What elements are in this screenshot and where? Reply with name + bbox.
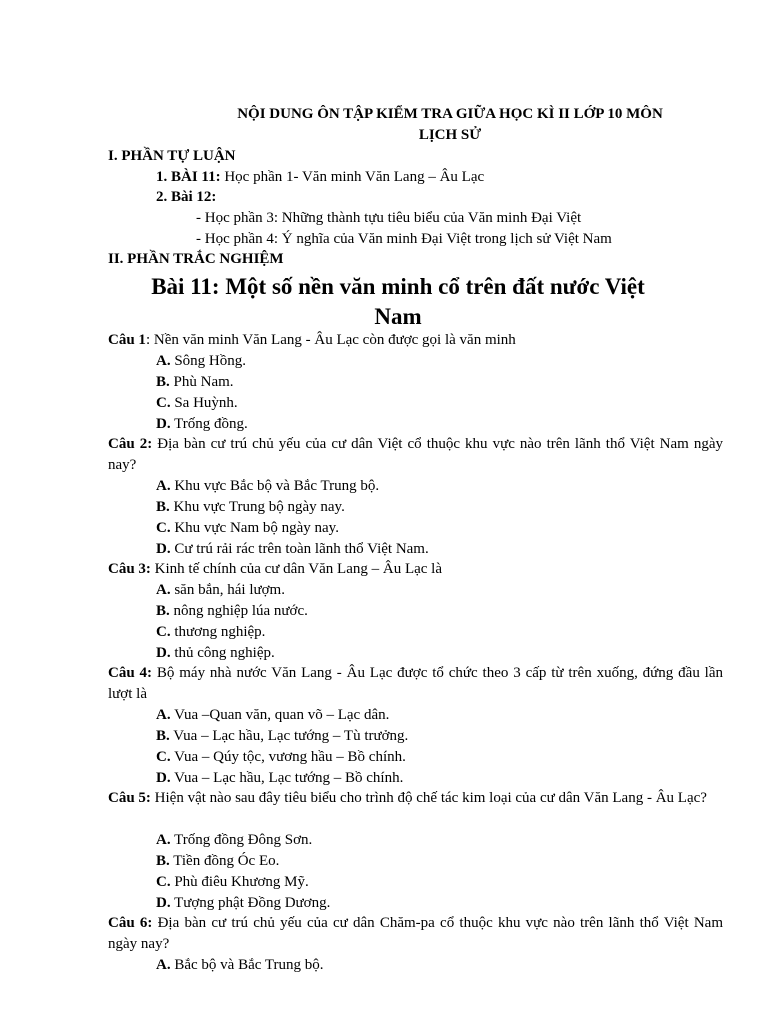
option-letter: B. [156,499,170,515]
option-letter: A. [156,582,171,598]
option-letter: A. [156,832,171,848]
question-label: Câu 2: [108,436,153,452]
part2-heading: II. PHẦN TRẮC NGHIỆM [108,251,284,267]
question-2-option-d [156,539,429,559]
option-text: Khu vực Bắc bộ và Bắc Trung bộ. [170,478,380,494]
question-4 [108,663,723,705]
option-letter: C. [156,874,171,890]
option-text: nông nghiệp lúa nước. [169,603,308,619]
question-2-option-a [156,476,379,496]
question-1-option-a [156,351,246,371]
option-text: thương nghiệp. [170,624,266,640]
option-letter: C. [156,624,171,640]
option-text: Vua – Lạc hầu, Lạc tướng – Tù trưởng. [169,728,409,744]
question-1-option-b [156,372,234,392]
option-text: Cư trú rải rác trên toàn lãnh thổ Việt Nam. [170,541,429,557]
option-letter: A. [156,707,171,723]
question-label: Câu 5: [108,790,151,806]
question-6 [108,913,723,955]
question-3-option-d [156,643,275,663]
question-text: Địa bàn cư trú chủ yếu của cư dân Việt cổ thuộc khu vực nào trên lãnh thổ Việt Nam ngày nay? [108,436,723,473]
option-letter: D. [156,895,171,911]
question-3-option-b [156,601,308,621]
question-2-option-b [156,497,345,517]
option-text: Trống đồng. [170,416,248,432]
question-label: Câu 4: [108,665,153,681]
option-text: Sa Huỳnh. [170,395,238,411]
option-letter: A. [156,353,171,369]
option-letter: D. [156,770,171,786]
item-1-label: 1. BÀI 11: [156,169,221,185]
option-letter: D. [156,645,171,661]
item-1-text: Học phần 1- Văn minh Văn Lang – Âu Lạc [220,169,485,185]
question-4-option-d [156,768,403,788]
option-letter: B. [156,728,170,744]
question-5-option-d [156,893,330,913]
question-text: : Nền văn minh Văn Lang - Âu Lạc còn được gọi là văn minh [145,332,516,348]
option-text: Vua –Quan văn, quan võ – Lạc dân. [170,707,390,723]
question-text: Kinh tế chính của cư dân Văn Lang – Âu Lạc là [150,561,443,577]
option-letter: C. [156,395,171,411]
lesson-heading-line-2: Nam [374,304,422,329]
option-text: Phù điêu Khương Mỹ. [170,874,309,890]
question-1-option-d [156,414,248,434]
question-text: Bộ máy nhà nước Văn Lang - Âu Lạc được tổ chức theo 3 cấp từ trên xuống, đứng đầu lần lượt là [108,665,723,702]
question-5 [108,788,723,809]
part1-item-1 [156,167,484,187]
option-letter: C. [156,520,171,536]
option-text: Vua – Lạc hầu, Lạc tướng – Bồ chính. [170,770,404,786]
option-text: Tiền đồng Óc Eo. [169,853,280,869]
question-3-option-c [156,622,265,642]
option-text: Khu vực Nam bộ ngày nay. [170,520,339,536]
question-5-option-b [156,851,279,871]
part1-sub-2: - Học phần 4: Ý nghĩa của Văn minh Đại Việt trong lịch sử Việt Nam [196,231,612,247]
option-text: Trống đồng Đông Sơn. [170,832,313,848]
question-4-option-b [156,726,408,746]
part1-sub-1: - Học phần 3: Những thành tựu tiêu biểu của Văn minh Đại Việt [196,210,582,226]
question-3 [108,559,723,580]
question-4-option-c [156,747,406,767]
option-text: Vua – Qúy tộc, vương hầu – Bồ chính. [170,749,406,765]
option-text: Tượng phật Đồng Dương. [170,895,331,911]
option-letter: B. [156,374,170,390]
option-text: Phù Nam. [169,374,234,390]
question-4-option-a [156,705,389,725]
question-6-option-a [156,955,324,975]
option-text: săn bắn, hái lượm. [170,582,285,598]
question-text: Hiện vật nào sau đây tiêu biểu cho trình độ chế tác kim loại của cư dân Văn Lang - Âu Lạc? [150,790,707,806]
option-text: thủ công nghiệp. [170,645,275,661]
question-2-option-c [156,518,339,538]
title-line-1: NỘI DUNG ÔN TẬP KIỂM TRA GIỮA HỌC KÌ II LỚP 10 MÔN [237,106,663,122]
option-letter: A. [156,957,171,973]
question-label: Câu 1 [108,332,146,348]
option-text: Khu vực Trung bộ ngày nay. [169,499,345,515]
option-text: Bắc bộ và Bắc Trung bộ. [170,957,324,973]
part1-heading: I. PHẦN TỰ LUẬN [108,148,236,164]
option-text: Sông Hồng. [170,353,247,369]
option-letter: D. [156,416,171,432]
option-letter: B. [156,603,170,619]
question-1 [108,330,723,351]
option-letter: B. [156,853,170,869]
question-5-option-a [156,830,312,850]
question-label: Câu 6: [108,915,153,931]
option-letter: A. [156,478,171,494]
question-2 [108,434,723,476]
option-letter: D. [156,541,171,557]
question-1-option-c [156,393,238,413]
option-letter: C. [156,749,171,765]
document-title [180,104,720,146]
question-label: Câu 3: [108,561,151,577]
title-line-2: LỊCH SỬ [418,127,482,143]
question-text: Địa bàn cư trú chủ yếu của cư dân Chăm-pa cổ thuộc khu vực nào trên lãnh thổ Việt Nam ngày nay? [108,915,723,952]
lesson-heading-line-1: Bài 11: Một số nền văn minh cổ trên đất nước Việt [151,274,645,299]
question-5-option-c [156,872,309,892]
question-3-option-a [156,580,285,600]
lesson-heading [108,272,688,332]
part1-item-2: 2. Bài 12: [156,189,217,205]
